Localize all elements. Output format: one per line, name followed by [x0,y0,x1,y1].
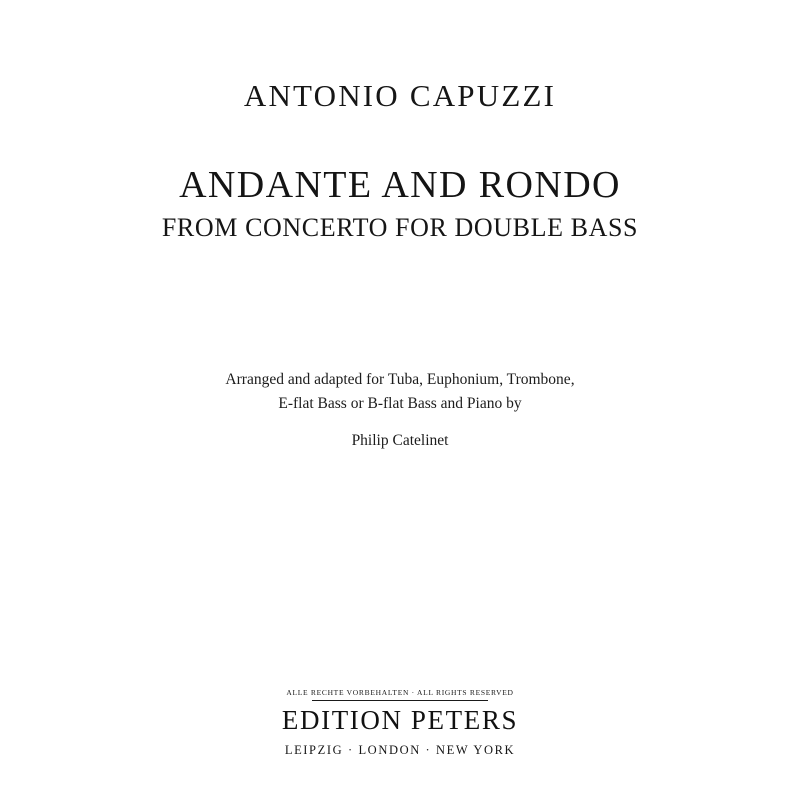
rights-notice: ALLE RECHTE VORBEHALTEN · ALL RIGHTS RESERVED [286,688,514,697]
divider [312,700,488,701]
composer-name: ANTONIO CAPUZZI [243,78,557,113]
arranger-name: Philip Catelinet [351,432,449,449]
publisher-footer [0,682,800,758]
publisher-cities: LEIPZIG · LONDON · NEW YORK [284,743,516,757]
credits-line-1: Arranged and adapted for Tuba, Euphonium, Trombone, [225,371,575,388]
credits-line-2: E-flat Bass or B-flat Bass and Piano by [278,395,522,412]
credits-block [0,368,800,453]
publisher-name: EDITION PETERS [281,705,519,735]
page-subtitle: FROM CONCERTO FOR DOUBLE BASS [161,213,639,242]
page-title: ANDANTE AND RONDO [179,164,621,206]
